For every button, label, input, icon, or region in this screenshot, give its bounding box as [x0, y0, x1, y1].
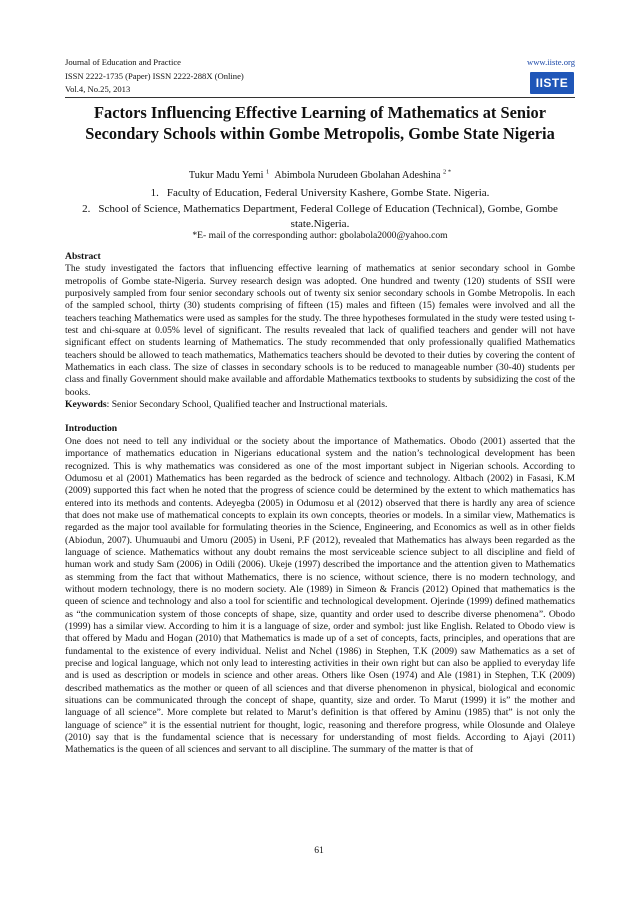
volume-line: Vol.4, No.25, 2013	[65, 84, 131, 95]
introduction-heading: Introduction	[65, 423, 118, 435]
abstract-text: The study investigated the factors that influencing effective learning of mathematics at senior secondary school in Gombe metropolis of Gombe state-Nigeria. Survey research design was adopted. One hundred and twenty (120) students of SSII were purposively sampled from four senior secondary schools out of twenty six senior secondary schools in Gombe Metropolis. In each of the sampled school, thirty (30) students comprising of fifteen (15) males and fifteen (15) females were involved and all the teachers teaching Mathematics were used as samples for the study. The three hypotheses formulated in the study were tested using t-test and chi-square at 0.05% level of significant. The results revealed that lack of qualified teachers and gender will not have significant effect on students learning of Mathematics. The study recommended that only professionally qualified Mathematics teachers should be allowed to teach mathematics, Mathematics teachers should be devoted to their duties by covering the content of Mathematics in each class. The size of classes in secondary schools is to be reduced to manageable number (30-40) students per class and finally Government should make available and affordable Mathematics textbooks to students by subsidizing the cost of the books.	[65, 263, 575, 398]
paper-body	[65, 251, 575, 757]
keywords-label: Keywords	[65, 399, 107, 411]
header-divider	[65, 97, 575, 98]
page-number: 61	[314, 845, 324, 856]
keywords-line	[65, 399, 575, 411]
author-1: Tukur Madu Yemi	[188, 170, 264, 181]
author-2-affiliation-mark: 2 *	[443, 168, 452, 176]
author-2: Abimbola Nurudeen Gbolahan Adeshina	[274, 170, 441, 181]
author-line	[65, 168, 575, 183]
introduction-text: One does not need to tell any individual or the society about the importance of Mathematics. Obodo (2001) asserted that the importance of mathematics education in Nigerians educational system and the nation’s technological development has been recognized. This is why mathematics was considered as one of the most important subject in Nigerian schools. According to Odumosu et al (2001) Mathematics has been regarded as the bedrock of science and technology. Altbach (2002) in Fasasi, K.M (2009) supported this fact when he noted that the progress of science could be determined by the extent to which mathematics has entered into its methods and contents. Adeyegba (2005) in Odumosu et al (2012) observed that there is hardly any area of science that does not make use of mathematical concepts to explain its own concepts, theories or models. In a similar view, Mathematics is regarded as the major tool available for formulating theories in the Science, Engineering, and Economics as well as in other fields (Abiodun, 2007). Uhumuaubi and Umoru (2005) in Useni, P.F (2012), revealed that Mathematics has always been regarded as the language of science. Mathematics without any doubt remains the most serviceable science subject to all discipline and field of human work and study Sam (2006) in Odili (2006). Ukeje (1997) described the importance and the attention given to Mathematics as stemming from the fact that without Mathematics, there is no science, without science, there is no modern technology, and without modern technology, there is no modern society. Ale (1989) in Simeon & Francis (2012) Opined that mathematics is the queen of science and technology and also a tool for scientific and technological development. Ojerinde (1999) defined mathematics as “the communication system of those concepts of shape, size, quantity and order used to describe diverse phenomena”. Obodo (1999) has a similar view. According to him it is a language of size, order and symbol: just like English. Related to Obodo view is that offered by Madu and Hogan (2010) that Mathematics is made up of a set of concepts, facts, principles, and operations that are fundamental to the existence of every individual. Nelist and Nchel (1986) in Stephen, T.K (2009) saw Mathematics as a set of precise and logical language, which not only lead to interesting activities in their own right but can also be applied to everyday life and is used as description or models in science and other areas. Others like Osen (1974) and Ale (1981) in Stephen, T.K (2009) described mathematics as the mother or queen of all sciences and that diverse phenomenon in physical, biological and economic situations can be communicated through the concept of shape, quantity, size and order. To Marut (1999) it is” the mother and language of all science”. More complete but related to Marut’s definition is that offered by Aminu (1985) that” is not only the language of science” it is the essential nutrient for thought, logic, reasoning and therefore progress, while Olosunde and Olaleye (2010) say that is the fundamental science that is necessary for understanding of most fields. According to Ajayi (2011) Mathematics is the queen of all sciences and servant to all discipline. The summary of the matter is that of	[65, 435, 575, 756]
journal-url-link[interactable]: www.iiste.org	[527, 57, 575, 67]
corresponding-email: *E- mail of the corresponding author: gbolabola2000@yahoo.com	[192, 230, 448, 241]
iiste-logo: IISTE	[530, 72, 574, 94]
journal-name: Journal of Education and Practice	[65, 57, 181, 67]
issn-line: ISSN 2222-1735 (Paper) ISSN 2222-288X (Online)	[65, 70, 244, 81]
paper-title: Factors Influencing Effective Learning of Mathematics at Senior Secondary Schools within Gombe Metropolis, Gombe State Nigeria	[85, 103, 555, 143]
abstract-heading: Abstract	[65, 251, 101, 262]
journal-header	[65, 56, 575, 97]
author-1-affiliation-mark: 1	[266, 168, 270, 176]
affiliations	[65, 186, 575, 233]
affiliation-2: 2. School of Science, Mathematics Department, Federal College of Education (Technical), Gombe, Gombe state.Nigeria.	[82, 202, 558, 230]
affiliation-1: 1. Faculty of Education, Federal University Kashere, Gombe State. Nigeria.	[150, 187, 490, 199]
keywords-text: : Senior Secondary School, Qualified teacher and Instructional materials.	[106, 399, 388, 411]
